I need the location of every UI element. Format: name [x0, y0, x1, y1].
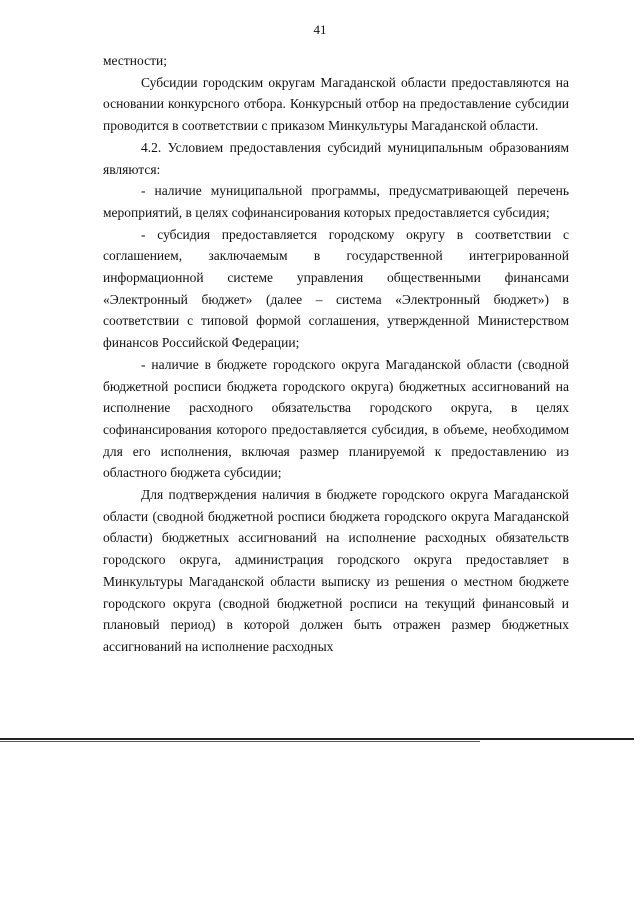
paragraph-subsidy-competition: Субсидии городским округам Магаданской области предоставляются на основании конкурсного отбора. Конкурсный отбор на предоставление субсидии проводится в соответствии с приказом Минкультуры Магаданской области.	[103, 74, 569, 134]
scan-edge-line-secondary	[0, 741, 480, 742]
scan-edge-line	[0, 738, 634, 740]
paragraph-continuation: местности;	[103, 53, 167, 68]
paragraph-section-4-2: 4.2. Условием предоставления субсидий муниципальным образованиям являются:	[103, 139, 569, 177]
paragraph-condition-program: - наличие муниципальной программы, предусматривающей перечень мероприятий, в целях софинансирования которых предоставляется субсидия;	[103, 183, 569, 220]
page-number: 41	[313, 22, 327, 37]
paragraph-condition-budget: - наличие в бюджете городского округа Магаданской области (сводной бюджетной росписи бюджета городского округа) бюджетных ассигнований на исполнение расходного обязательства городского округа, в целях софинансирования которого предоставляется субсидия, в объеме, необходимом для его исполнения, включая размер планируемой к предоставлению из областного бюджета субсидии;	[103, 356, 569, 481]
paragraph-confirmation: Для подтверждения наличия в бюджете городского округа Магаданской области (сводной бюджетной росписи бюджета городского округа Магаданской области) бюджетных ассигнований на исполнение расходных обязательств городского округа, администрация городского округа предоставляет в Минкультуры Магаданской области выписку из решения о местном бюджете городского округа (сводной бюджетной росписи на текущий финансовый и плановый период) в которой должен быть отражен размер бюджетных ассигнований на исполнение расходных	[103, 487, 569, 654]
paragraph-condition-agreement: - субсидия предоставляется городскому округу в соответствии с соглашением, заключаемым в государственной интегрированной информационной системе управления общественными финансами «Электронный бюджет» (далее – система «Электронный бюджет») в соответствии с типовой формой соглашения, утвержденной Министерством финансов Российской Федерации;	[103, 226, 569, 351]
document-body	[103, 50, 569, 658]
